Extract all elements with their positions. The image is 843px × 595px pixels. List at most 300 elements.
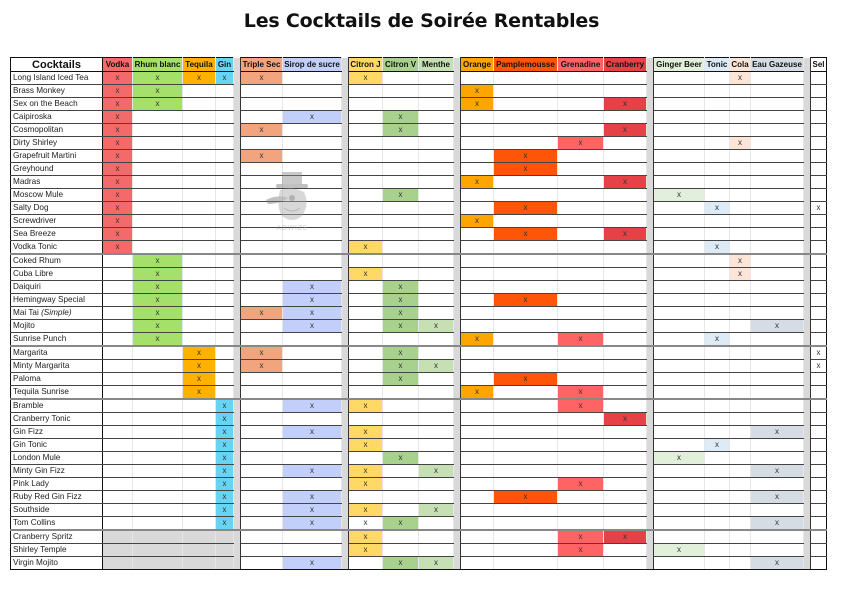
cell-pamplemousse[interactable] xyxy=(494,504,558,517)
cell-vodka[interactable]: x xyxy=(103,176,133,189)
cell-citron-v[interactable] xyxy=(383,333,419,347)
cell-citron-v[interactable] xyxy=(383,163,419,176)
cell-eau-gazeuse[interactable]: x xyxy=(751,557,804,570)
cell-cranberry[interactable]: x xyxy=(604,124,647,137)
cell-citron-v[interactable] xyxy=(383,137,419,150)
cell-pamplemousse[interactable] xyxy=(494,426,558,439)
cell-menthe[interactable]: x xyxy=(419,465,454,478)
cell-sirop-de-sucre[interactable] xyxy=(283,189,342,202)
cell-citron-j[interactable] xyxy=(349,137,383,150)
cell-eau-gazeuse[interactable] xyxy=(751,111,804,124)
cell-sel[interactable] xyxy=(811,465,827,478)
cell-cranberry[interactable] xyxy=(604,111,647,124)
cell-gin[interactable]: x xyxy=(216,399,234,413)
cell-vodka[interactable] xyxy=(103,268,133,281)
cell-ginger-beer[interactable]: x xyxy=(654,544,705,557)
cell-vodka[interactable] xyxy=(103,452,133,465)
cell-tequila[interactable] xyxy=(183,320,216,333)
cell-tonic[interactable] xyxy=(705,504,730,517)
cell-tonic[interactable] xyxy=(705,413,730,426)
cell-gin[interactable] xyxy=(216,189,234,202)
cell-citron-v[interactable] xyxy=(383,98,419,111)
cocktail-name[interactable] xyxy=(11,307,103,320)
table-row[interactable] xyxy=(11,386,827,400)
cell-rhum-blanc[interactable] xyxy=(133,386,183,400)
table-row[interactable] xyxy=(11,72,827,85)
cell-pamplemousse[interactable] xyxy=(494,189,558,202)
cell-vodka[interactable] xyxy=(103,478,133,491)
cell-orange[interactable]: x xyxy=(461,176,494,189)
cell-sirop-de-sucre[interactable] xyxy=(283,268,342,281)
cocktail-name[interactable] xyxy=(11,320,103,333)
cell-ginger-beer[interactable] xyxy=(654,333,705,347)
cell-menthe[interactable] xyxy=(419,72,454,85)
cell-sirop-de-sucre[interactable]: x xyxy=(283,307,342,320)
cell-rhum-blanc[interactable] xyxy=(133,544,183,557)
cell-pamplemousse[interactable] xyxy=(494,360,558,373)
cell-grenadine[interactable] xyxy=(558,465,604,478)
cell-grenadine[interactable] xyxy=(558,491,604,504)
cell-ginger-beer[interactable] xyxy=(654,530,705,544)
cell-orange[interactable] xyxy=(461,307,494,320)
cell-rhum-blanc[interactable] xyxy=(133,491,183,504)
cell-eau-gazeuse[interactable] xyxy=(751,452,804,465)
cell-cranberry[interactable] xyxy=(604,320,647,333)
table-row[interactable] xyxy=(11,373,827,386)
cell-cola[interactable] xyxy=(730,281,751,294)
cell-citron-j[interactable] xyxy=(349,557,383,570)
cocktail-name[interactable] xyxy=(11,413,103,426)
cell-menthe[interactable] xyxy=(419,189,454,202)
cell-cranberry[interactable] xyxy=(604,150,647,163)
cell-tonic[interactable] xyxy=(705,530,730,544)
cell-eau-gazeuse[interactable] xyxy=(751,124,804,137)
cell-pamplemousse[interactable]: x xyxy=(494,228,558,241)
cell-tonic[interactable] xyxy=(705,124,730,137)
cell-grenadine[interactable] xyxy=(558,294,604,307)
cell-triple-sec[interactable] xyxy=(241,478,283,491)
table-row[interactable] xyxy=(11,413,827,426)
cell-rhum-blanc[interactable] xyxy=(133,124,183,137)
cell-tonic[interactable] xyxy=(705,491,730,504)
cell-orange[interactable]: x xyxy=(461,85,494,98)
cell-grenadine[interactable] xyxy=(558,281,604,294)
cell-citron-j[interactable] xyxy=(349,491,383,504)
cocktail-name[interactable] xyxy=(11,215,103,228)
cell-tonic[interactable] xyxy=(705,544,730,557)
cell-tequila[interactable] xyxy=(183,399,216,413)
cell-cola[interactable] xyxy=(730,452,751,465)
cell-ginger-beer[interactable] xyxy=(654,281,705,294)
cell-vodka[interactable] xyxy=(103,281,133,294)
table-row[interactable] xyxy=(11,176,827,189)
cell-vodka[interactable] xyxy=(103,360,133,373)
cell-vodka[interactable] xyxy=(103,333,133,347)
column-header-pamplemousse[interactable]: Pamplemousse xyxy=(494,58,558,72)
cell-ginger-beer[interactable]: x xyxy=(654,452,705,465)
cell-cola[interactable] xyxy=(730,386,751,400)
cell-gin[interactable] xyxy=(216,150,234,163)
cell-rhum-blanc[interactable] xyxy=(133,163,183,176)
cell-tequila[interactable] xyxy=(183,452,216,465)
cell-tequila[interactable] xyxy=(183,294,216,307)
cell-sirop-de-sucre[interactable] xyxy=(283,439,342,452)
cell-rhum-blanc[interactable] xyxy=(133,137,183,150)
cell-rhum-blanc[interactable] xyxy=(133,399,183,413)
cell-citron-v[interactable] xyxy=(383,544,419,557)
cell-orange[interactable] xyxy=(461,399,494,413)
cell-rhum-blanc[interactable] xyxy=(133,465,183,478)
cell-sel[interactable] xyxy=(811,85,827,98)
cell-tequila[interactable] xyxy=(183,333,216,347)
cell-pamplemousse[interactable] xyxy=(494,124,558,137)
cell-orange[interactable]: x xyxy=(461,98,494,111)
cell-grenadine[interactable] xyxy=(558,241,604,255)
cell-eau-gazeuse[interactable] xyxy=(751,254,804,268)
cell-citron-v[interactable] xyxy=(383,254,419,268)
cell-tequila[interactable] xyxy=(183,189,216,202)
cocktail-name[interactable] xyxy=(11,124,103,137)
cell-grenadine[interactable]: x xyxy=(558,544,604,557)
cell-tonic[interactable]: x xyxy=(705,439,730,452)
cell-citron-v[interactable]: x xyxy=(383,281,419,294)
cell-triple-sec[interactable] xyxy=(241,215,283,228)
cell-ginger-beer[interactable] xyxy=(654,228,705,241)
column-header-vodka[interactable]: Vodka xyxy=(103,58,133,72)
cell-citron-v[interactable] xyxy=(383,439,419,452)
cell-menthe[interactable]: x xyxy=(419,557,454,570)
cell-citron-j[interactable] xyxy=(349,202,383,215)
cell-triple-sec[interactable]: x xyxy=(241,307,283,320)
cell-tequila[interactable] xyxy=(183,478,216,491)
cell-tequila[interactable] xyxy=(183,150,216,163)
cell-sirop-de-sucre[interactable] xyxy=(283,163,342,176)
cell-cola[interactable] xyxy=(730,307,751,320)
cell-citron-v[interactable] xyxy=(383,491,419,504)
cell-rhum-blanc[interactable] xyxy=(133,478,183,491)
cell-sel[interactable] xyxy=(811,413,827,426)
cell-citron-j[interactable]: x xyxy=(349,478,383,491)
table-row[interactable] xyxy=(11,333,827,347)
cell-citron-v[interactable]: x xyxy=(383,124,419,137)
cell-sirop-de-sucre[interactable] xyxy=(283,176,342,189)
cell-cola[interactable] xyxy=(730,111,751,124)
cell-orange[interactable] xyxy=(461,452,494,465)
cocktail-name[interactable] xyxy=(11,478,103,491)
cell-menthe[interactable] xyxy=(419,163,454,176)
cocktail-name[interactable] xyxy=(11,491,103,504)
cell-citron-v[interactable] xyxy=(383,150,419,163)
cell-citron-v[interactable]: x xyxy=(383,557,419,570)
cell-sirop-de-sucre[interactable]: x xyxy=(283,491,342,504)
cell-triple-sec[interactable] xyxy=(241,413,283,426)
cell-citron-j[interactable] xyxy=(349,176,383,189)
column-header-eau-gazeuse[interactable]: Eau Gazeuse xyxy=(751,58,804,72)
cell-cola[interactable] xyxy=(730,530,751,544)
cell-tequila[interactable] xyxy=(183,241,216,255)
cell-tequila[interactable] xyxy=(183,426,216,439)
cell-cola[interactable] xyxy=(730,426,751,439)
cell-gin[interactable] xyxy=(216,320,234,333)
cell-sirop-de-sucre[interactable] xyxy=(283,478,342,491)
table-row[interactable] xyxy=(11,478,827,491)
cell-citron-v[interactable]: x xyxy=(383,189,419,202)
cell-menthe[interactable] xyxy=(419,452,454,465)
cell-sirop-de-sucre[interactable]: x xyxy=(283,111,342,124)
cell-vodka[interactable]: x xyxy=(103,98,133,111)
cell-cranberry[interactable] xyxy=(604,465,647,478)
cell-menthe[interactable] xyxy=(419,346,454,360)
cocktail-name[interactable] xyxy=(11,465,103,478)
cell-vodka[interactable] xyxy=(103,346,133,360)
cell-cola[interactable] xyxy=(730,439,751,452)
cell-gin[interactable]: x xyxy=(216,491,234,504)
cell-ginger-beer[interactable] xyxy=(654,439,705,452)
cell-pamplemousse[interactable] xyxy=(494,465,558,478)
cell-triple-sec[interactable]: x xyxy=(241,150,283,163)
cell-ginger-beer[interactable] xyxy=(654,268,705,281)
cell-menthe[interactable] xyxy=(419,491,454,504)
cocktail-name[interactable] xyxy=(11,85,103,98)
cell-rhum-blanc[interactable] xyxy=(133,530,183,544)
cell-cranberry[interactable] xyxy=(604,373,647,386)
cell-grenadine[interactable] xyxy=(558,189,604,202)
cell-cranberry[interactable] xyxy=(604,333,647,347)
cell-triple-sec[interactable] xyxy=(241,241,283,255)
column-header-gin[interactable]: Gin xyxy=(216,58,234,72)
cell-tonic[interactable] xyxy=(705,254,730,268)
cell-menthe[interactable] xyxy=(419,176,454,189)
cell-citron-j[interactable] xyxy=(349,333,383,347)
cell-ginger-beer[interactable] xyxy=(654,202,705,215)
cell-rhum-blanc[interactable] xyxy=(133,504,183,517)
cell-sirop-de-sucre[interactable]: x xyxy=(283,294,342,307)
table-row[interactable] xyxy=(11,189,827,202)
cell-vodka[interactable] xyxy=(103,465,133,478)
cell-rhum-blanc[interactable] xyxy=(133,426,183,439)
cell-menthe[interactable]: x xyxy=(419,320,454,333)
cell-rhum-blanc[interactable] xyxy=(133,517,183,531)
cell-triple-sec[interactable]: x xyxy=(241,360,283,373)
column-header-cocktails[interactable]: Cocktails xyxy=(11,58,103,72)
cell-sel[interactable] xyxy=(811,530,827,544)
cell-citron-j[interactable]: x xyxy=(349,426,383,439)
cell-sel[interactable] xyxy=(811,281,827,294)
cell-grenadine[interactable] xyxy=(558,111,604,124)
table-row[interactable] xyxy=(11,530,827,544)
cell-eau-gazeuse[interactable] xyxy=(751,478,804,491)
column-header-ginger-beer[interactable]: Ginger Beer xyxy=(654,58,705,72)
cell-eau-gazeuse[interactable] xyxy=(751,163,804,176)
cell-cranberry[interactable] xyxy=(604,307,647,320)
cell-gin[interactable] xyxy=(216,373,234,386)
table-row[interactable] xyxy=(11,254,827,268)
cell-sirop-de-sucre[interactable] xyxy=(283,346,342,360)
cell-sel[interactable] xyxy=(811,373,827,386)
cell-cola[interactable] xyxy=(730,373,751,386)
cell-grenadine[interactable] xyxy=(558,124,604,137)
cell-cranberry[interactable] xyxy=(604,517,647,531)
cell-ginger-beer[interactable] xyxy=(654,399,705,413)
cell-orange[interactable] xyxy=(461,189,494,202)
cell-gin[interactable]: x xyxy=(216,504,234,517)
cell-tonic[interactable] xyxy=(705,386,730,400)
cell-pamplemousse[interactable] xyxy=(494,85,558,98)
cell-tonic[interactable] xyxy=(705,281,730,294)
cell-cola[interactable] xyxy=(730,517,751,531)
cell-cranberry[interactable] xyxy=(604,189,647,202)
cell-gin[interactable] xyxy=(216,98,234,111)
cell-cola[interactable] xyxy=(730,333,751,347)
cell-vodka[interactable] xyxy=(103,557,133,570)
cell-eau-gazeuse[interactable]: x xyxy=(751,426,804,439)
cell-sel[interactable] xyxy=(811,241,827,255)
cell-ginger-beer[interactable] xyxy=(654,360,705,373)
cell-eau-gazeuse[interactable]: x xyxy=(751,320,804,333)
cell-gin[interactable]: x xyxy=(216,452,234,465)
cell-ginger-beer[interactable] xyxy=(654,346,705,360)
cell-cola[interactable]: x xyxy=(730,268,751,281)
cell-vodka[interactable] xyxy=(103,530,133,544)
cell-vodka[interactable]: x xyxy=(103,137,133,150)
cell-triple-sec[interactable] xyxy=(241,465,283,478)
cell-triple-sec[interactable] xyxy=(241,202,283,215)
table-row[interactable] xyxy=(11,504,827,517)
cell-tequila[interactable] xyxy=(183,504,216,517)
cell-cranberry[interactable] xyxy=(604,557,647,570)
cell-citron-j[interactable] xyxy=(349,294,383,307)
cell-eau-gazeuse[interactable] xyxy=(751,373,804,386)
cell-pamplemousse[interactable] xyxy=(494,346,558,360)
cell-rhum-blanc[interactable] xyxy=(133,557,183,570)
cell-cranberry[interactable] xyxy=(604,281,647,294)
cell-citron-v[interactable]: x xyxy=(383,360,419,373)
cell-sirop-de-sucre[interactable] xyxy=(283,228,342,241)
cell-cola[interactable]: x xyxy=(730,137,751,150)
cell-citron-j[interactable] xyxy=(349,150,383,163)
cell-menthe[interactable] xyxy=(419,98,454,111)
cell-pamplemousse[interactable]: x xyxy=(494,294,558,307)
cell-citron-j[interactable]: x xyxy=(349,465,383,478)
cell-orange[interactable] xyxy=(461,439,494,452)
cell-grenadine[interactable] xyxy=(558,176,604,189)
cell-sirop-de-sucre[interactable]: x xyxy=(283,465,342,478)
cell-sel[interactable]: x xyxy=(811,346,827,360)
cell-rhum-blanc[interactable] xyxy=(133,360,183,373)
cell-cranberry[interactable] xyxy=(604,504,647,517)
cell-sel[interactable] xyxy=(811,478,827,491)
cell-menthe[interactable] xyxy=(419,241,454,255)
table-row[interactable] xyxy=(11,163,827,176)
cell-tonic[interactable] xyxy=(705,346,730,360)
cell-orange[interactable] xyxy=(461,504,494,517)
cell-sel[interactable] xyxy=(811,504,827,517)
cell-triple-sec[interactable] xyxy=(241,557,283,570)
cell-citron-j[interactable] xyxy=(349,85,383,98)
cell-sel[interactable] xyxy=(811,386,827,400)
cell-rhum-blanc[interactable] xyxy=(133,346,183,360)
cell-sel[interactable] xyxy=(811,268,827,281)
table-row[interactable] xyxy=(11,517,827,531)
cell-orange[interactable] xyxy=(461,150,494,163)
cell-cola[interactable] xyxy=(730,413,751,426)
cell-pamplemousse[interactable] xyxy=(494,439,558,452)
cell-cranberry[interactable] xyxy=(604,346,647,360)
cell-rhum-blanc[interactable] xyxy=(133,241,183,255)
cell-tequila[interactable] xyxy=(183,491,216,504)
cell-gin[interactable] xyxy=(216,254,234,268)
cell-menthe[interactable] xyxy=(419,517,454,531)
cell-triple-sec[interactable]: x xyxy=(241,72,283,85)
cell-ginger-beer[interactable] xyxy=(654,85,705,98)
cell-orange[interactable] xyxy=(461,268,494,281)
cell-tonic[interactable] xyxy=(705,320,730,333)
cell-citron-j[interactable] xyxy=(349,189,383,202)
cell-orange[interactable] xyxy=(461,517,494,531)
cell-cranberry[interactable]: x xyxy=(604,413,647,426)
cell-sirop-de-sucre[interactable] xyxy=(283,333,342,347)
cell-cranberry[interactable] xyxy=(604,268,647,281)
cell-rhum-blanc[interactable] xyxy=(133,150,183,163)
table-row[interactable] xyxy=(11,241,827,255)
cell-gin[interactable] xyxy=(216,530,234,544)
cell-sel[interactable] xyxy=(811,557,827,570)
cell-ginger-beer[interactable] xyxy=(654,111,705,124)
cell-menthe[interactable] xyxy=(419,85,454,98)
cell-orange[interactable] xyxy=(461,530,494,544)
cell-pamplemousse[interactable] xyxy=(494,176,558,189)
cell-cranberry[interactable] xyxy=(604,360,647,373)
cell-triple-sec[interactable] xyxy=(241,294,283,307)
cocktail-name[interactable] xyxy=(11,137,103,150)
cocktail-name[interactable] xyxy=(11,163,103,176)
cell-pamplemousse[interactable] xyxy=(494,137,558,150)
cell-sirop-de-sucre[interactable]: x xyxy=(283,281,342,294)
table-row[interactable] xyxy=(11,111,827,124)
cell-tonic[interactable] xyxy=(705,478,730,491)
cell-gin[interactable] xyxy=(216,241,234,255)
table-row[interactable] xyxy=(11,491,827,504)
cell-citron-v[interactable] xyxy=(383,426,419,439)
cell-sel[interactable] xyxy=(811,72,827,85)
cell-triple-sec[interactable] xyxy=(241,281,283,294)
cell-menthe[interactable] xyxy=(419,439,454,452)
cell-cranberry[interactable] xyxy=(604,163,647,176)
cell-tonic[interactable]: x xyxy=(705,333,730,347)
cell-orange[interactable] xyxy=(461,241,494,255)
cell-triple-sec[interactable] xyxy=(241,137,283,150)
cell-ginger-beer[interactable] xyxy=(654,307,705,320)
cell-grenadine[interactable] xyxy=(558,439,604,452)
cell-menthe[interactable] xyxy=(419,268,454,281)
cell-menthe[interactable] xyxy=(419,373,454,386)
cell-citron-j[interactable] xyxy=(349,373,383,386)
cell-ginger-beer[interactable]: x xyxy=(654,189,705,202)
cell-rhum-blanc[interactable] xyxy=(133,202,183,215)
cell-cranberry[interactable] xyxy=(604,85,647,98)
cell-sel[interactable]: x xyxy=(811,360,827,373)
cell-ginger-beer[interactable] xyxy=(654,176,705,189)
cell-citron-v[interactable]: x xyxy=(383,111,419,124)
cell-citron-j[interactable]: x xyxy=(349,517,383,531)
cell-orange[interactable] xyxy=(461,478,494,491)
cell-eau-gazeuse[interactable] xyxy=(751,189,804,202)
cell-menthe[interactable] xyxy=(419,478,454,491)
table-row[interactable] xyxy=(11,320,827,333)
cell-cranberry[interactable]: x xyxy=(604,530,647,544)
cell-pamplemousse[interactable] xyxy=(494,281,558,294)
cell-orange[interactable]: x xyxy=(461,386,494,400)
